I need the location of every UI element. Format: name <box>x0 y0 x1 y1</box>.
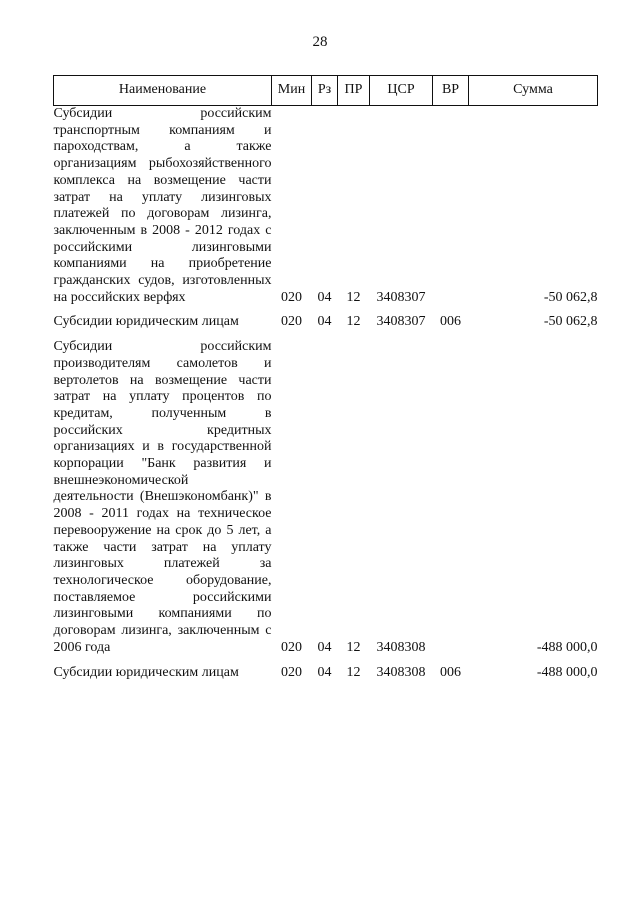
header-vr: ВР <box>433 76 469 106</box>
table-header-row <box>54 76 598 106</box>
row-vr <box>433 331 469 656</box>
row-sum: -488 000,0 <box>536 664 598 680</box>
row-rz: 04 <box>317 639 332 655</box>
row-sum: -50 062,8 <box>543 314 598 330</box>
row-min: 020 <box>281 314 302 330</box>
row-pr: 12 <box>346 639 361 655</box>
row-rz: 04 <box>317 289 332 305</box>
row-csr: 3408307 <box>376 289 426 305</box>
header-name: Наименование <box>54 76 272 106</box>
row-vr: 006 <box>440 314 461 330</box>
row-sum: -50 062,8 <box>543 289 598 305</box>
row-pr: 12 <box>346 664 361 680</box>
row-name: Субсидии юридическим лицам <box>53 664 239 680</box>
table-row <box>54 106 598 307</box>
header-csr: ЦСР <box>370 76 433 106</box>
row-min: 020 <box>281 639 302 655</box>
row-pr: 12 <box>346 289 361 305</box>
row-name: Субсидии российским производителям самолетов и вертолетов на возмещение части затрат на уплату процентов по кредитам, полученным в российских кредитных организациях и в государственной корпорации "Банк развития и внешнеэкономической деятельности (Внешэкономбанк)" в 2008 - 2011 годах на техническое перевооружение на срок до 5 лет, а также части затрат на уплату лизинговых платежей за технологическое оборудование, поставляемое российскими лизинговыми компаниями по договорам лизинга, заключенным с 2006 года <box>53 339 272 655</box>
header-rz: Рз <box>312 76 338 106</box>
page-number: 28 <box>312 34 328 50</box>
header-pr: ПР <box>338 76 370 106</box>
row-sum: -488 000,0 <box>536 639 598 655</box>
row-csr: 3408307 <box>376 314 426 330</box>
row-vr: 006 <box>440 664 461 680</box>
row-rz: 04 <box>317 314 332 330</box>
table-row <box>54 306 598 331</box>
row-name: Субсидии юридическим лицам <box>53 314 239 330</box>
budget-table <box>53 75 598 681</box>
header-sum: Сумма <box>469 76 598 106</box>
table-row <box>54 331 598 656</box>
row-min: 020 <box>281 664 302 680</box>
table-row <box>54 657 598 682</box>
row-min: 020 <box>281 289 302 305</box>
row-name: Субсидии российским транспортным компаниям и пароходствам, а также организациям рыбохозяйственного комплекса на возмещение части затрат на уплату лизинговых платежей по договорам лизинга, заключенным в 2008 - 2012 годах с российскими лизинговыми компаниями на приобретение гражданских судов, изготовленных на российских верфях <box>53 106 272 305</box>
row-pr: 12 <box>346 314 361 330</box>
header-min: Мин <box>272 76 312 106</box>
row-csr: 3408308 <box>376 664 426 680</box>
row-rz: 04 <box>317 664 332 680</box>
row-vr <box>433 106 469 307</box>
row-csr: 3408308 <box>376 639 426 655</box>
